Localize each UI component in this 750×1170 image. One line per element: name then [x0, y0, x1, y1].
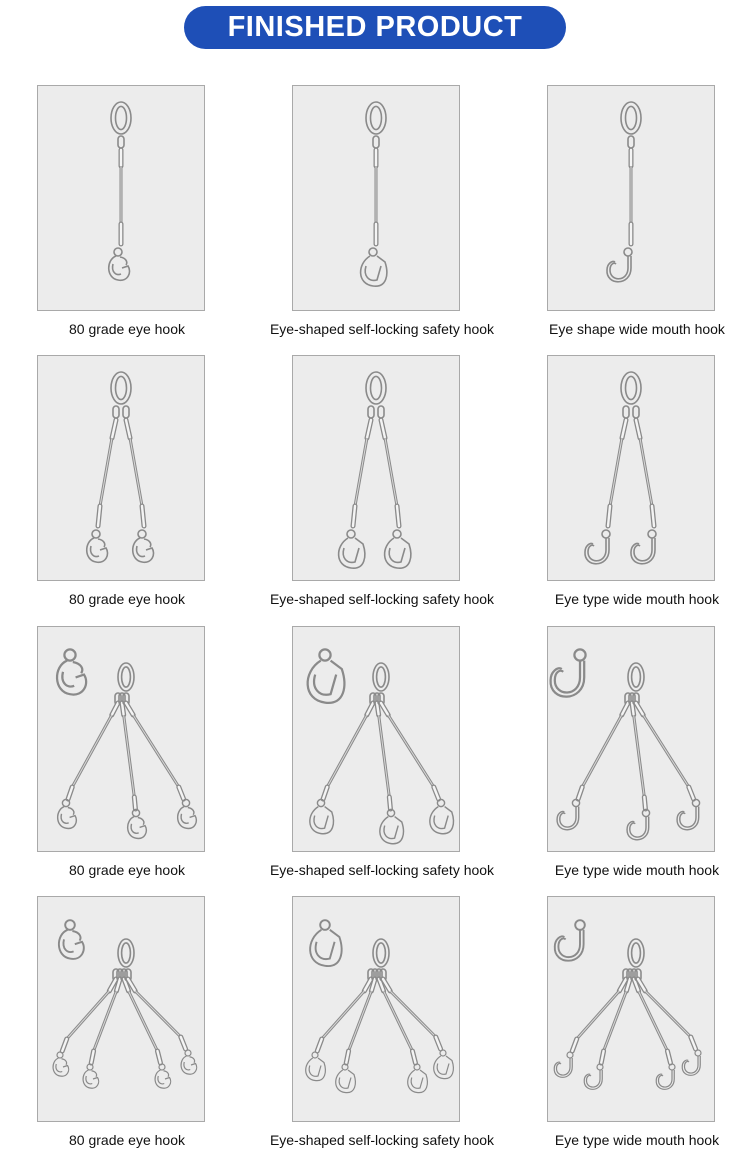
product-caption: Eye-shaped self-locking safety hook	[269, 1132, 495, 1148]
self-locking-hook-sling-illustration	[293, 86, 459, 310]
product-caption: Eye shape wide mouth hook	[549, 321, 725, 337]
page-title: FINISHED PRODUCT	[227, 11, 523, 43]
product-image	[37, 85, 205, 311]
wide-mouth-hook-sling-illustration	[548, 897, 714, 1121]
product-image	[37, 626, 205, 852]
product-image	[37, 896, 205, 1122]
eye-hook-sling-illustration	[38, 356, 204, 580]
product-image	[547, 896, 715, 1122]
product-caption: Eye type wide mouth hook	[554, 862, 720, 878]
product-image	[547, 626, 715, 852]
product-caption: Eye type wide mouth hook	[554, 591, 720, 607]
self-locking-hook-sling-illustration	[293, 627, 459, 851]
product-image	[547, 355, 715, 581]
product-caption: 80 grade eye hook	[69, 591, 185, 607]
product-image	[37, 355, 205, 581]
self-locking-hook-sling-illustration	[293, 356, 459, 580]
eye-hook-sling-illustration	[38, 897, 204, 1121]
product-image	[547, 85, 715, 311]
title-banner	[184, 6, 566, 49]
product-caption: Eye-shaped self-locking safety hook	[269, 591, 495, 607]
wide-mouth-hook-sling-illustration	[548, 86, 714, 310]
wide-mouth-hook-sling-illustration	[548, 356, 714, 580]
product-image	[292, 355, 460, 581]
product-caption: Eye-shaped self-locking safety hook	[269, 321, 495, 337]
self-locking-hook-sling-illustration	[293, 897, 459, 1121]
wide-mouth-hook-sling-illustration	[548, 627, 714, 851]
product-caption: Eye-shaped self-locking safety hook	[269, 862, 495, 878]
product-image	[292, 626, 460, 852]
eye-hook-sling-illustration	[38, 86, 204, 310]
product-caption: 80 grade eye hook	[69, 321, 185, 337]
product-image	[292, 896, 460, 1122]
product-caption: 80 grade eye hook	[69, 1132, 185, 1148]
eye-hook-sling-illustration	[38, 627, 204, 851]
product-caption: 80 grade eye hook	[69, 862, 185, 878]
product-image	[292, 85, 460, 311]
product-caption: Eye type wide mouth hook	[554, 1132, 720, 1148]
